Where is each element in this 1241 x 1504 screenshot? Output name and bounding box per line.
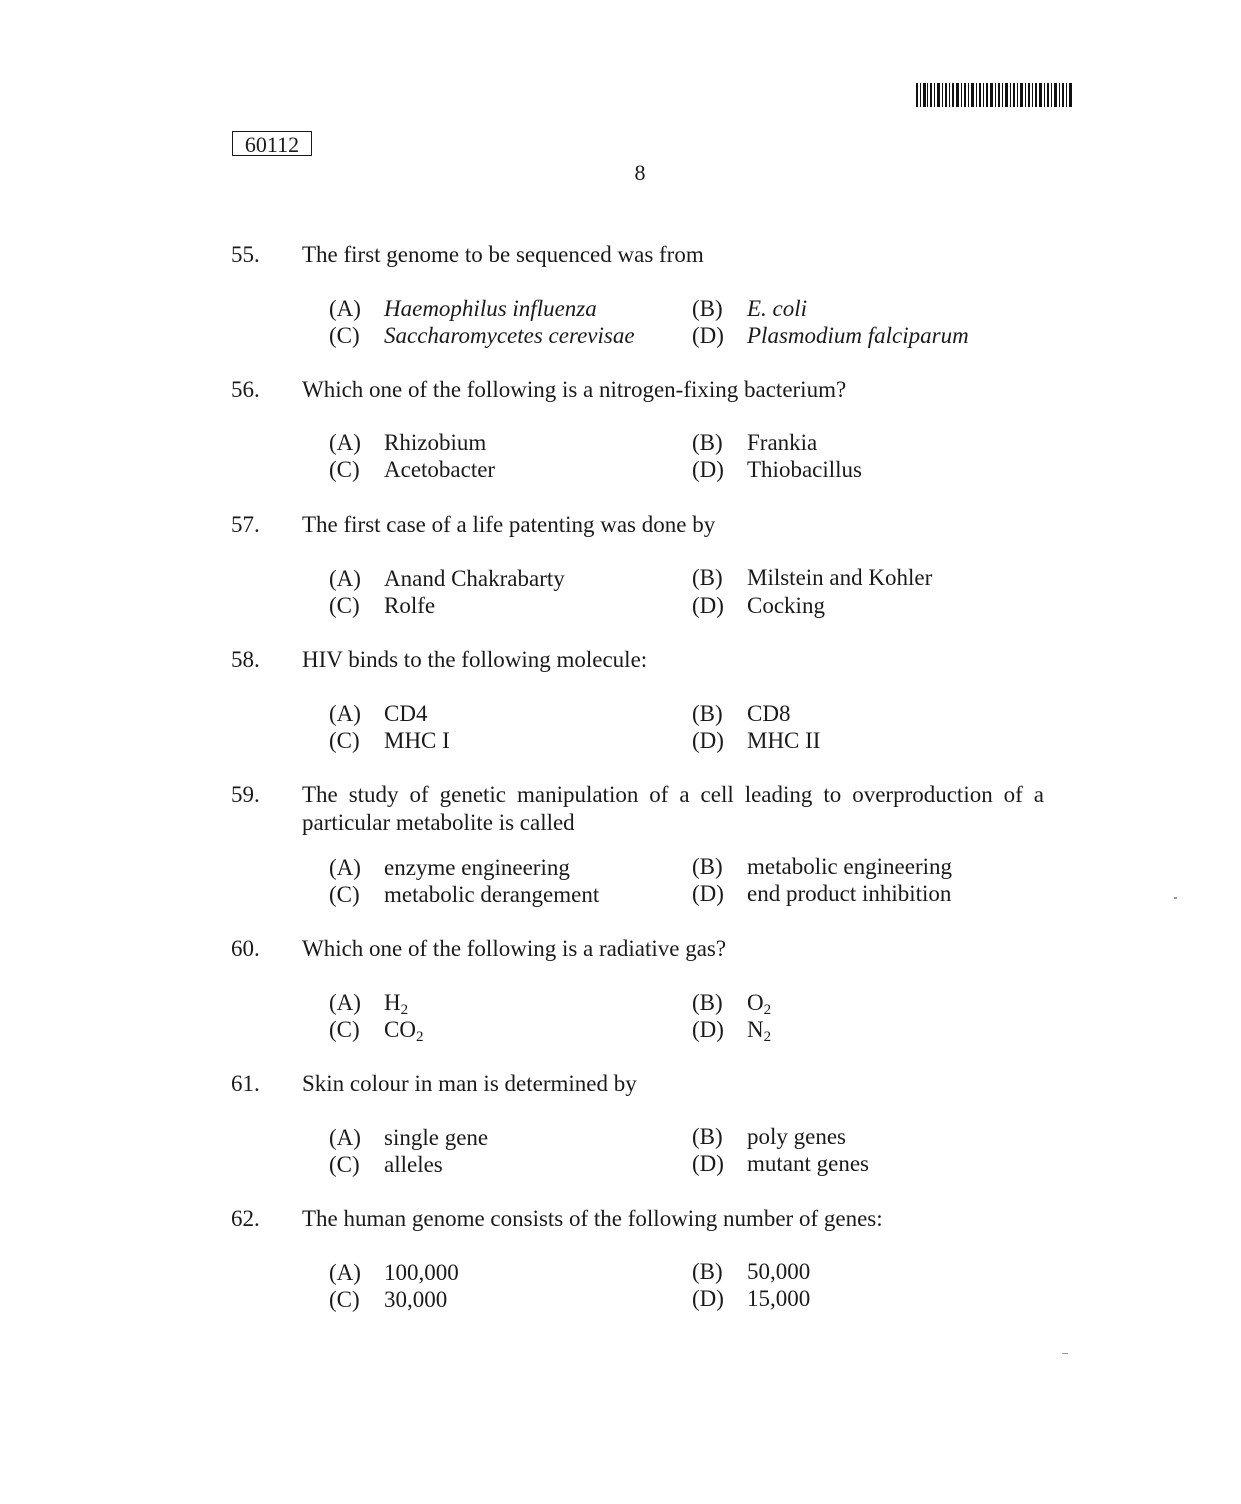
option-text: 15,000 <box>747 1286 811 1311</box>
option-letter: (A) <box>329 990 361 1015</box>
option-text: metabolic derangement <box>384 882 600 907</box>
option-letter: (C) <box>329 457 360 482</box>
option-letter: (D) <box>692 728 724 753</box>
option-letter: (D) <box>692 1151 724 1176</box>
question-number: 58. <box>231 647 260 672</box>
option-letter: (B) <box>692 854 723 879</box>
formula-base: CO <box>384 1017 416 1042</box>
option-text: Plasmodium falciparum <box>747 323 969 348</box>
option-letter: (B) <box>692 701 723 726</box>
option-letter: (B) <box>692 1259 723 1284</box>
question-text: The first genome to be sequenced was from <box>302 242 704 267</box>
option-text: CD4 <box>384 701 428 726</box>
option-text: metabolic engineering <box>747 854 953 879</box>
option-text: E. coli <box>747 296 808 321</box>
option-letter: (D) <box>692 593 724 618</box>
question-number: 57. <box>231 512 260 537</box>
option-letter: (D) <box>692 457 724 482</box>
option-text: CD8 <box>747 701 791 726</box>
option-text: Rolfe <box>384 593 436 618</box>
option-letter: (C) <box>329 323 360 348</box>
option-text: enzyme engineering <box>384 855 570 880</box>
option-text: Cocking <box>747 593 825 618</box>
option-text: single gene <box>384 1125 489 1150</box>
formula-subscript: 2 <box>763 1002 772 1018</box>
option-letter: (B) <box>692 430 723 455</box>
option-text: Anand Chakrabarty <box>384 566 565 591</box>
option-text: Haemophilus influenza <box>384 296 597 321</box>
question-number: 56. <box>231 377 260 402</box>
option-text: 30,000 <box>384 1287 448 1312</box>
option-text: Rhizobium <box>384 430 487 455</box>
option-letter: (C) <box>329 1152 360 1177</box>
page-number: 8 <box>634 160 646 185</box>
option-text <box>747 1016 771 1044</box>
question-text: The human genome consists of the following number of genes: <box>302 1206 883 1231</box>
question-number: 62. <box>231 1206 260 1231</box>
option-letter: (A) <box>329 1260 361 1285</box>
question-text: Skin colour in man is determined by <box>302 1071 637 1096</box>
question-number: 55. <box>231 242 260 267</box>
question-text: HIV binds to the following molecule: <box>302 647 648 672</box>
option-letter: (D) <box>692 1017 724 1042</box>
formula-subscript: 2 <box>415 1029 424 1045</box>
option-text: 100,000 <box>384 1260 459 1285</box>
option-text: alleles <box>384 1152 443 1177</box>
option-text: MHC II <box>747 728 821 753</box>
formula-subscript: 2 <box>763 1029 772 1045</box>
option-letter: (B) <box>692 990 723 1015</box>
option-letter: (D) <box>692 881 724 906</box>
option-letter: (C) <box>329 1017 360 1042</box>
option-text <box>384 989 408 1017</box>
option-text: Milstein and Kohler <box>747 565 933 590</box>
question-text: Which one of the following is a nitrogen-fixing bacterium? <box>302 377 847 402</box>
option-letter: (B) <box>692 296 723 321</box>
question-number: 61. <box>231 1071 260 1096</box>
option-letter: (C) <box>329 882 360 907</box>
option-text: Saccharomycetes cerevisae <box>384 323 635 348</box>
option-text: Frankia <box>747 430 818 455</box>
formula-subscript: 2 <box>400 1002 409 1018</box>
option-text: Acetobacter <box>384 457 496 482</box>
formula-base: N <box>747 1017 764 1042</box>
option-letter: (C) <box>329 1287 360 1312</box>
scan-speck <box>1174 897 1177 899</box>
option-letter: (C) <box>329 728 360 753</box>
option-text <box>384 1016 423 1044</box>
formula-base: O <box>747 990 764 1015</box>
question-text: The study of genetic manipulation of a cell leading to overproduction of a particular metabolite is called <box>302 782 1044 835</box>
option-text: Thiobacillus <box>747 457 862 482</box>
option-letter: (A) <box>329 1125 361 1150</box>
option-text: end product inhibition <box>747 881 952 906</box>
option-text <box>747 989 771 1017</box>
option-letter: (A) <box>329 566 361 591</box>
option-letter: (B) <box>692 565 723 590</box>
option-text: mutant genes <box>747 1151 869 1176</box>
question-number: 59. <box>231 782 260 807</box>
question-text: The first case of a life patenting was done by <box>302 512 716 537</box>
question-number: 60. <box>231 936 260 961</box>
option-text: 50,000 <box>747 1259 811 1284</box>
option-text: poly genes <box>747 1124 847 1149</box>
option-letter: (A) <box>329 701 361 726</box>
option-letter: (A) <box>329 430 361 455</box>
option-letter: (C) <box>329 593 360 618</box>
option-letter: (D) <box>692 323 724 348</box>
paper-code-box: 60112 <box>232 131 312 156</box>
barcode-image <box>916 83 1072 107</box>
question-text: Which one of the following is a radiative gas? <box>302 936 727 961</box>
option-letter: (B) <box>692 1124 723 1149</box>
option-letter: (A) <box>329 855 361 880</box>
option-letter: (A) <box>329 296 361 321</box>
formula-base: H <box>384 990 401 1015</box>
option-text: MHC I <box>384 728 450 753</box>
scan-speck <box>1062 1353 1068 1354</box>
option-letter: (D) <box>692 1286 724 1311</box>
